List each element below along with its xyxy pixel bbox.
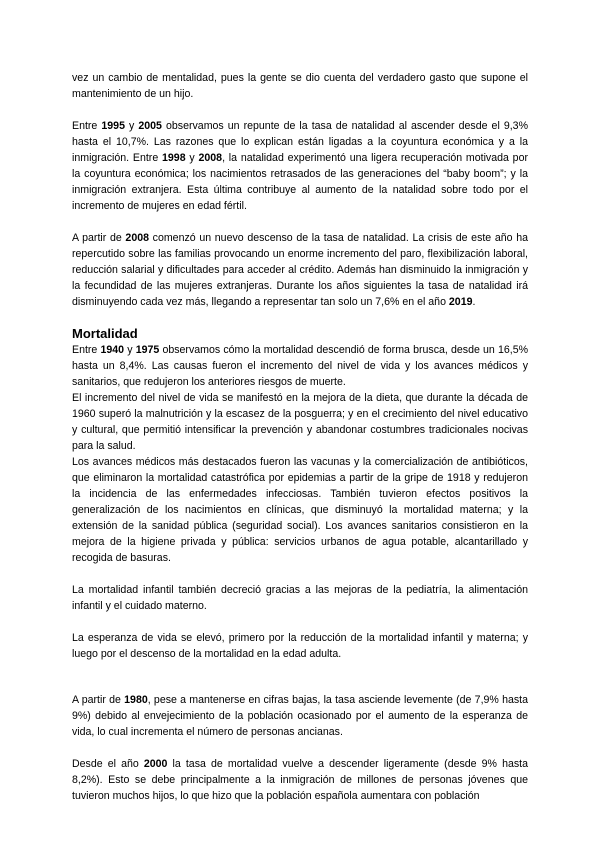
paragraph-mortalidad-infantil: La mortalidad infantil también decreció gracias a las mejoras de la pediatría, la alimentación infantil y el cuidado materno. (72, 584, 528, 612)
paragraph-natalidad-1995-2005: Entre 1995 y 2005 observamos un repunte de la tasa de natalidad al ascender desde el 9,3% hasta el 10,7%. Las razones que lo explican están ligadas a la coyuntura económica y a la inmigración. Entre 1998 y 2008, la natalidad experimentó una ligera recuperación motivada por la coyuntura económica; los nacimientos retrasados de las generaciones del “baby boom”; y la inmigración extranjera. Esta última contribuye al aumento de la natalidad sobre todo por el incremento de mujeres en edad fértil. (72, 120, 528, 212)
bold-year: 2005 (138, 120, 162, 132)
bold-year: 2008 (125, 232, 149, 244)
section-heading-mortalidad: Mortalidad (72, 326, 138, 341)
paragraph-mortalidad-2000: Desde el año 2000 la tasa de mortalidad vuelve a descender ligeramente (desde 9% hasta 8,2%). Esto se debe principalmente a la inmigración de millones de personas jóvenes que tuvieron muchos hijos, lo que hizo que la población española aumentara con población (72, 758, 528, 802)
bold-year: 2008 (198, 152, 223, 164)
paragraph-mortalidad-1940-1975: Entre 1940 y 1975 observamos cómo la mortalidad descendió de forma brusca, desde un 16,5% hasta un 8,4%. Las causas fueron el incremento del nivel de vida y los avances médicos y sanitarios, que redujeron los anteriores riesgos de muerte. (72, 344, 529, 388)
paragraph-nivel-de-vida: El incremento del nivel de vida se manifestó en la mejora de la dieta, que durante la década de 1960 superó la malnutrición y la escasez de la posguerra; y en el crecimiento del nivel educativo y cultural, que permitió intensificar la prevención y abandonar costumbres tradicionales nocivas para la salud. (72, 392, 528, 452)
bold-year: 1980 (124, 694, 148, 706)
bold-year: 2000 (143, 758, 168, 770)
bold-year: 1940 (100, 344, 125, 356)
paragraph-natalidad-2008: A partir de 2008 comenzó un nuevo descenso de la tasa de natalidad. La crisis de este año ha repercutido sobre las familias provocando un enorme incremento del paro, flexibilización laboral, reducción salarial y dificultades para acceder al crédito. Además han disminuido la inmigración y la fecundidad de las mujeres extranjeras. Durante los años siguientes la tasa de natalidad irá disminuyendo cada vez más, llegando a representar tan solo un 7,6% en el año 2019. (72, 232, 528, 308)
paragraph-intro-continuation: vez un cambio de mentalidad, pues la gente se dio cuenta del verdadero gasto que supone el mantenimiento de un hijo. (72, 72, 528, 100)
bold-year: 1998 (162, 152, 186, 164)
bold-year: 1975 (135, 344, 160, 356)
bold-year: 1995 (101, 120, 125, 132)
paragraph-avances-medicos: Los avances médicos más destacados fueron las vacunas y la comercialización de antibióticos, que eliminaron la mortalidad catastrófica por epidemias a partir de la gripe de 1918 y redujeron la incidencia de las enfermedades infecciosas. También tuvieron efectos positivos la generalización de los nacimientos en clínicas, que disminuyó la mortalidad materna; y la extensión de la sanidad pública (seguridad social). Los avances sanitarios consistieron en la mejora de la higiene privada y pública: servicios urbanos de agua potable, alcantarillado y recogida de basuras. (72, 456, 528, 564)
paragraph-mortalidad-1980: A partir de 1980, pese a mantenerse en cifras bajas, la tasa asciende levemente (de 7,9% hasta 9%) debido al envejecimiento de la población ocasionado por el aumento de la esperanza de vida, lo cual incrementa el número de personas ancianas. (72, 694, 528, 738)
bold-year: 2019 (448, 296, 473, 308)
paragraph-esperanza-de-vida: La esperanza de vida se elevó, primero por la reducción de la mortalidad infantil y materna; y luego por el descenso de la mortalidad en la edad adulta. (72, 632, 528, 660)
